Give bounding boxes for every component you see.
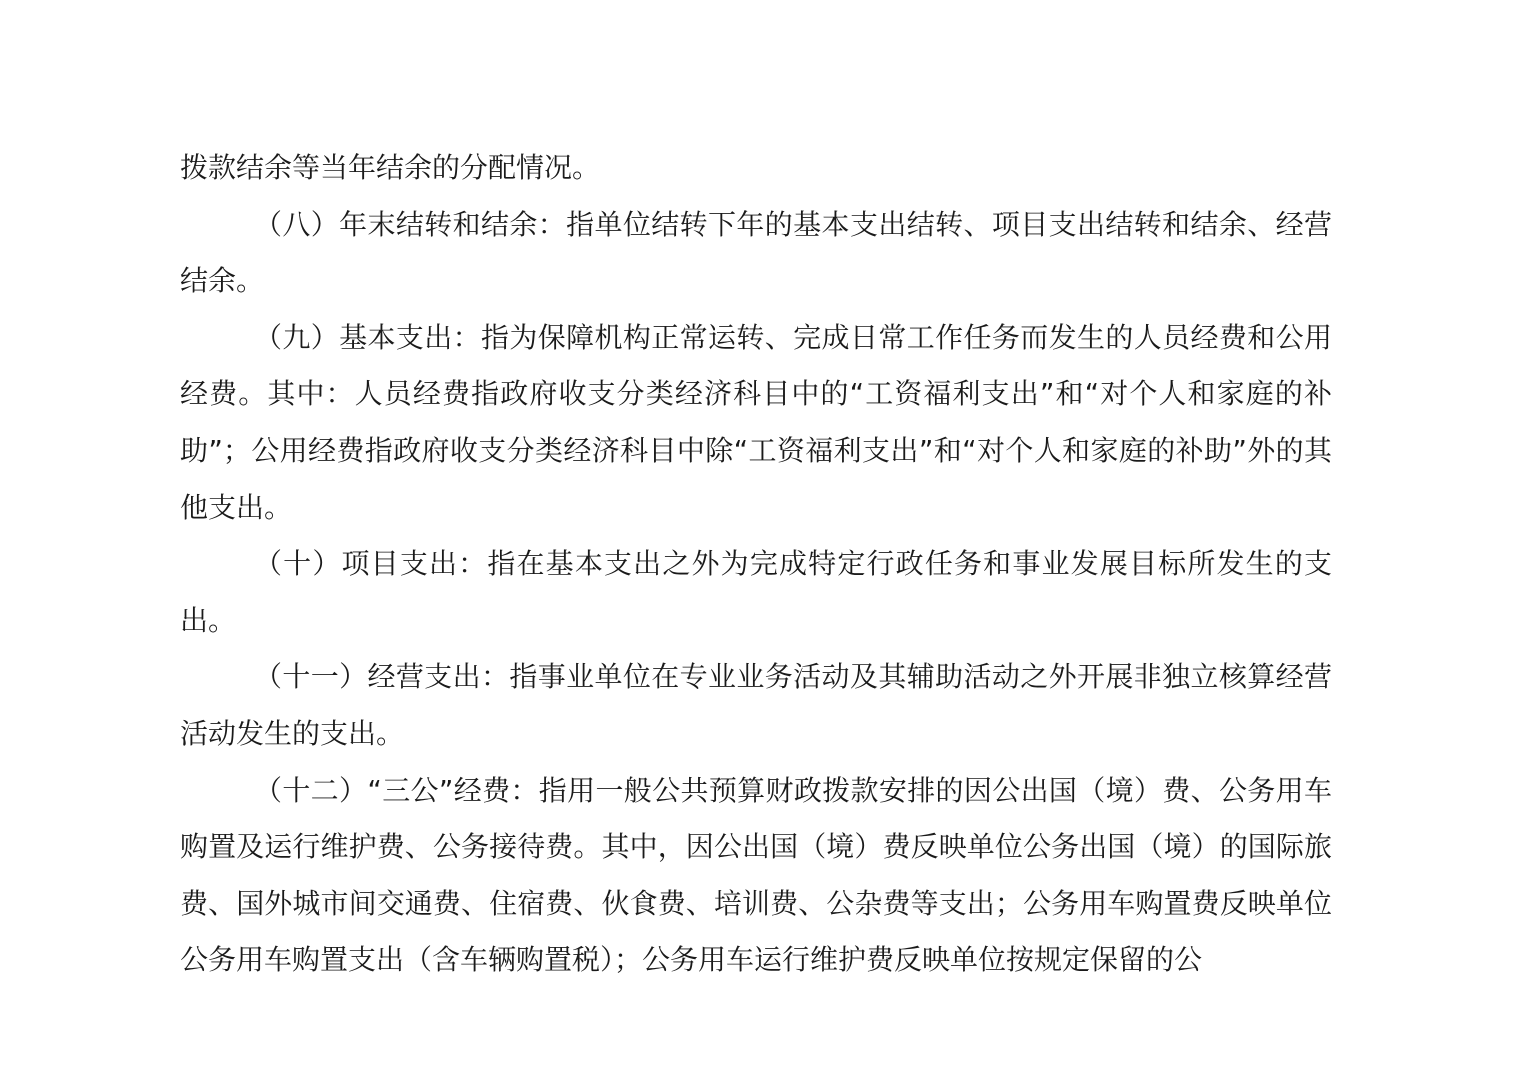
paragraph-item-10: （十）项目支出：指在基本支出之外为完成特定行政任务和事业发展目标所发生的支出。 [180,547,1332,637]
paragraph-item-12: （十二）“三公”经费：指用一般公共预算财政拨款安排的因公出国（境）费、公务用车购置及运行维护费、公务接待费。其中，因公出国（境）费反映单位公务出国（境）的国际旅费、国外城市间交通费、住宿费、伙食费、培训费、公杂费等支出；公务用车购置费反映单位公务用车购置支出（含车辆购置税）；公务用车运行维护费反映单位按规定保留的公 [180,773,1332,977]
document-page [180,140,1332,989]
paragraph-item-9: （九）基本支出：指为保障机构正常运转、完成日常工作任务而发生的人员经费和公用经费。其中：人员经费指政府收支分类经济科目中的“工资福利支出”和“对个人和家庭的补助”；公用经费指政府收支分类经济科目中除“工资福利支出”和“对个人和家庭的补助”外的其他支出。 [180,320,1332,524]
paragraph-item-11: （十一）经营支出：指事业单位在专业业务活动及其辅助活动之外开展非独立核算经营活动发生的支出。 [180,660,1332,750]
paragraph-item-8: （八）年末结转和结余：指单位结转下年的基本支出结转、项目支出结转和结余、经营结余。 [180,207,1332,298]
paragraph-continuation: 拨款结余等当年结余的分配情况。 [180,151,601,184]
